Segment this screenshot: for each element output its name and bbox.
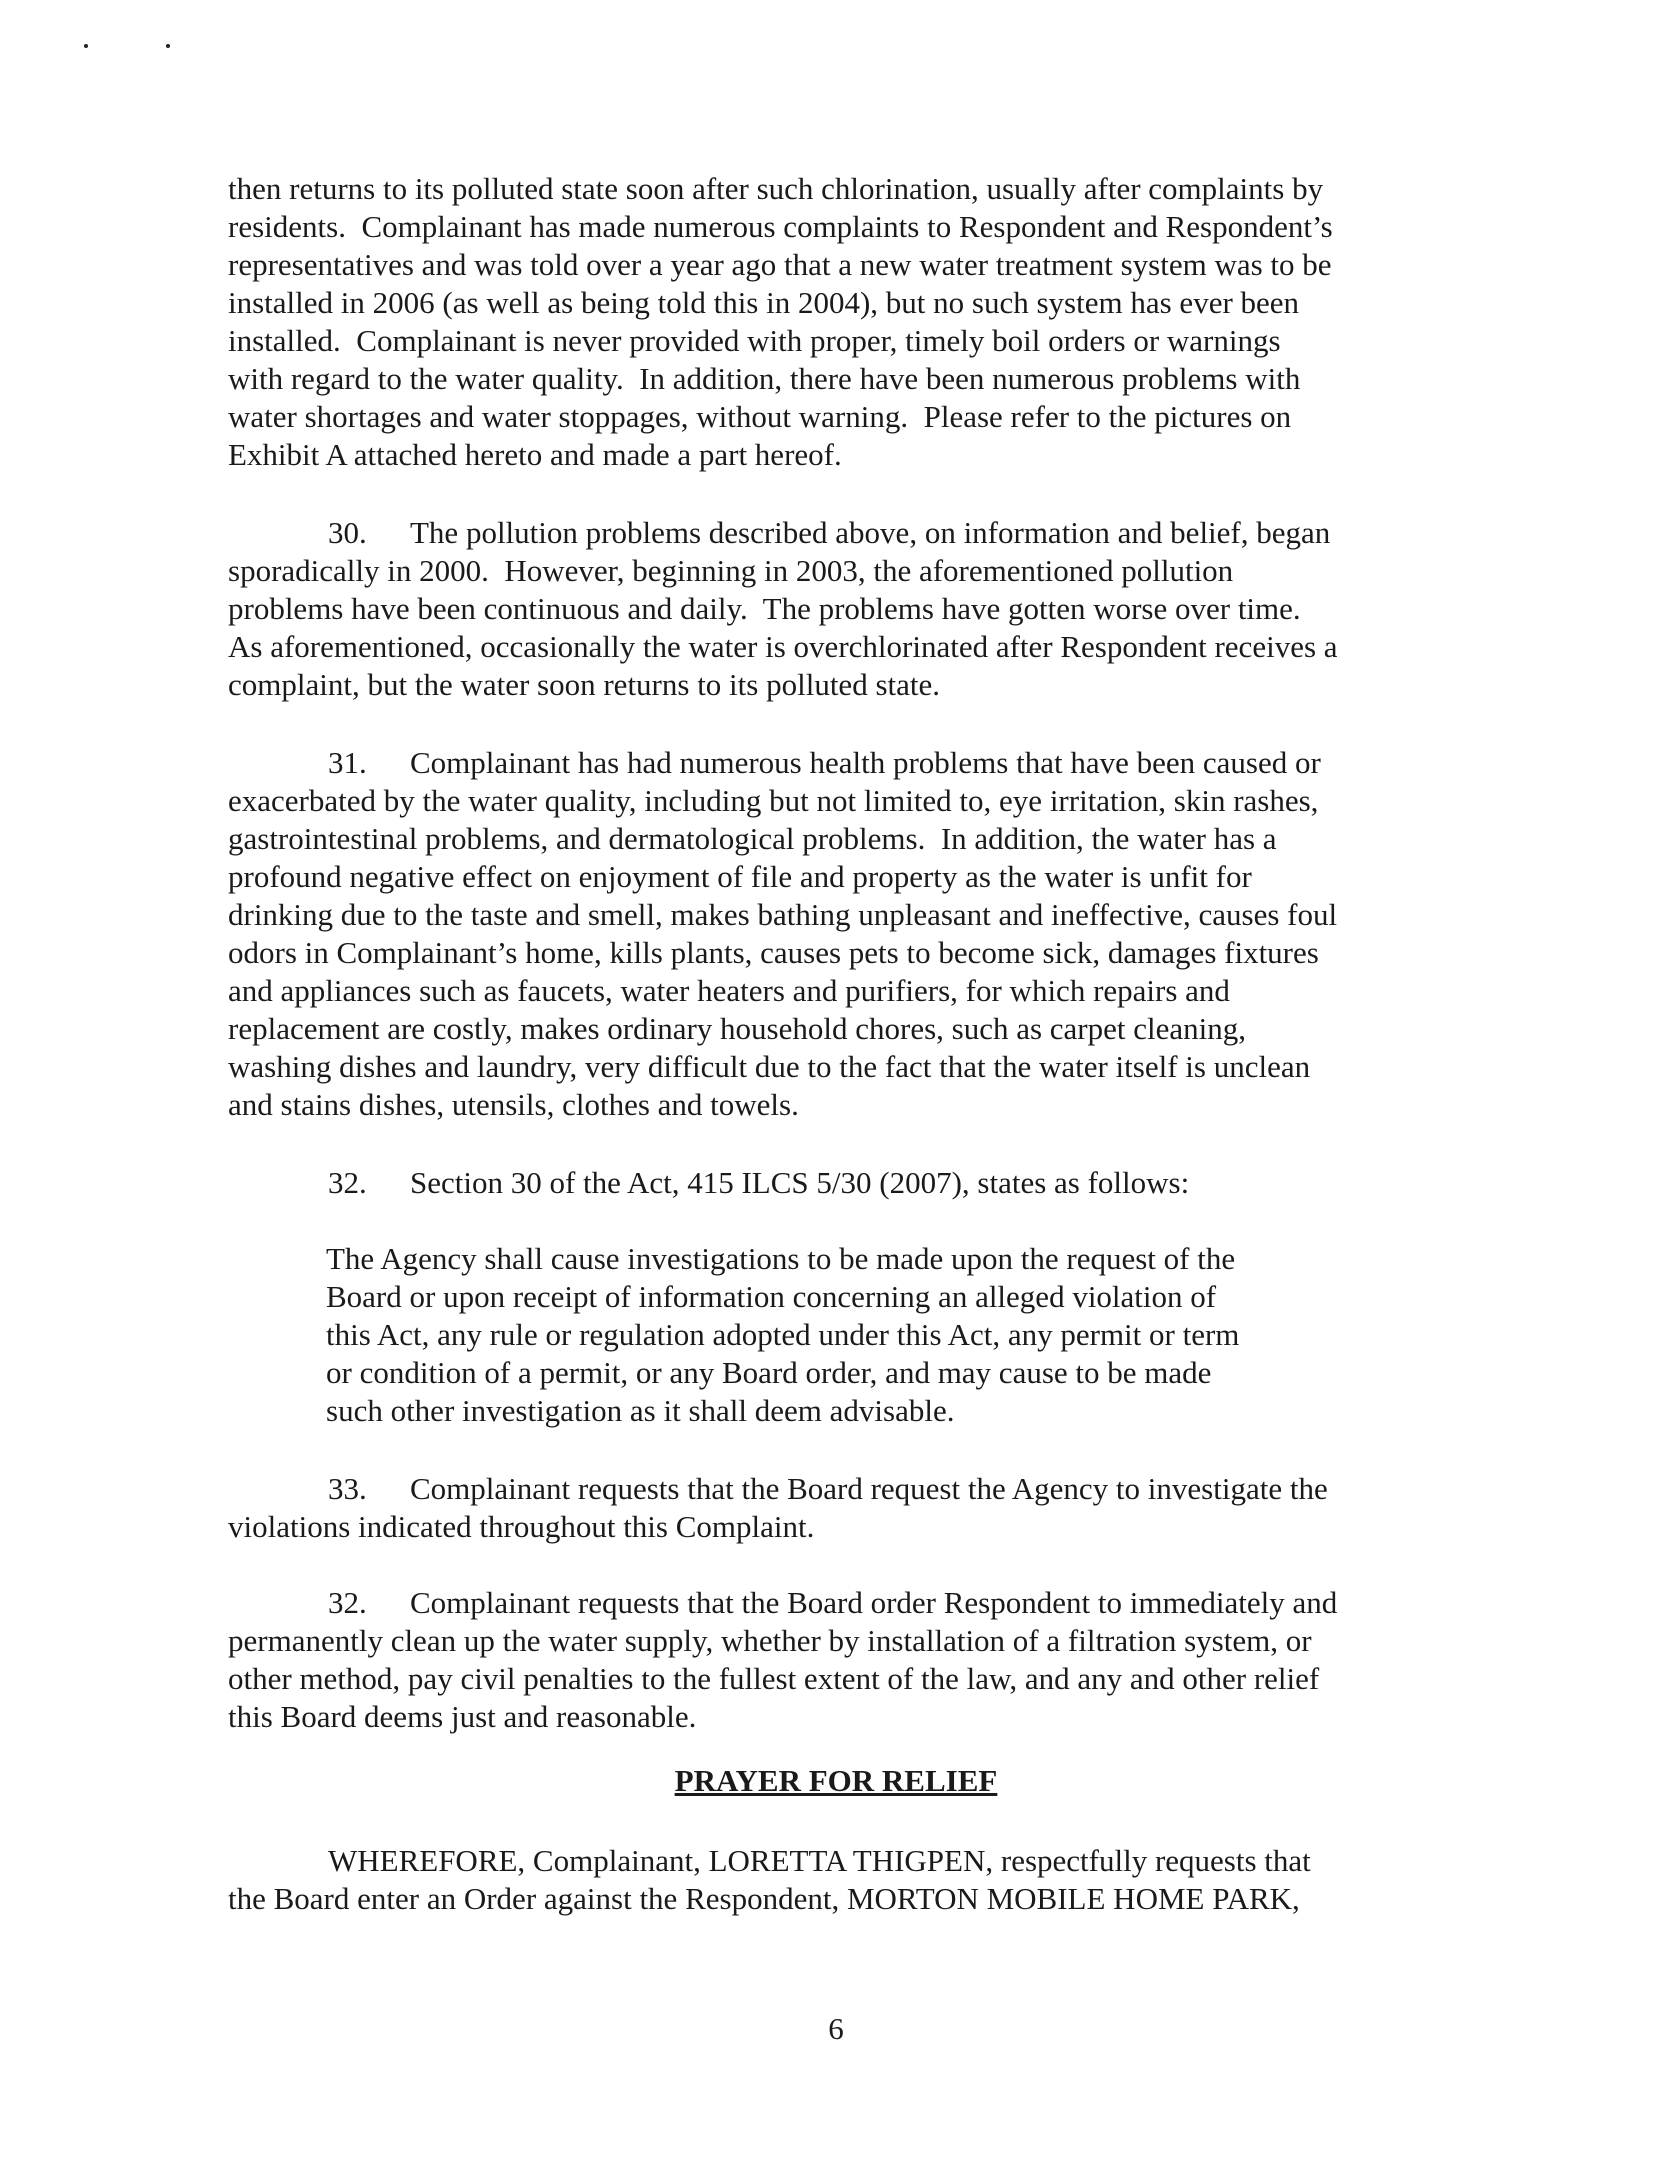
scan-mark xyxy=(84,44,88,48)
text-line: gastrointestinal problems, and dermatological problems. In addition, the water has a xyxy=(228,821,1277,856)
text-line: then returns to its polluted state soon after such chlorination, usually after complaints by xyxy=(228,171,1324,206)
paragraph-29-continued xyxy=(228,170,1428,474)
text-line: exacerbated by the water quality, including but not limited to, eye irritation, skin rashes, xyxy=(228,783,1319,818)
text-line: replacement are costly, makes ordinary household chores, such as carpet cleaning, xyxy=(228,1011,1247,1046)
text-line: the Board enter an Order against the Respondent, MORTON MOBILE HOME PARK, xyxy=(228,1881,1300,1916)
section-heading: PRAYER FOR RELIEF xyxy=(674,1763,998,1798)
text-line: with regard to the water quality. In addition, there have been numerous problems with xyxy=(228,361,1301,396)
text-line: The pollution problems described above, on information and belief, began xyxy=(410,515,1331,550)
text-line: violations indicated throughout this Complaint. xyxy=(228,1509,815,1544)
text-line: this Act, any rule or regulation adopted under this Act, any permit or term xyxy=(326,1317,1240,1352)
text-line: Complainant has had numerous health problems that have been caused or xyxy=(410,745,1321,780)
statute-quote xyxy=(326,1240,1326,1430)
paragraph-first-line xyxy=(228,1584,1428,1622)
paragraph-first-line xyxy=(228,514,1428,552)
paragraph-33 xyxy=(228,1470,1428,1546)
text-line: permanently clean up the water supply, whether by installation of a filtration system, or xyxy=(228,1623,1312,1658)
text-line: The Agency shall cause investigations to be made upon the request of the xyxy=(326,1241,1236,1276)
paragraph-32-relief xyxy=(228,1584,1428,1736)
paragraph-31 xyxy=(228,744,1428,1124)
text-line: As aforementioned, occasionally the water is overchlorinated after Respondent receives a xyxy=(228,629,1338,664)
text-line: odors in Complainant’s home, kills plants, causes pets to become sick, damages fixtures xyxy=(228,935,1319,970)
text-line: WHEREFORE, Complainant, LORETTA THIGPEN, respectfully requests that xyxy=(328,1843,1311,1878)
page-number: 6 xyxy=(828,2011,844,2046)
text-line: and stains dishes, utensils, clothes and towels. xyxy=(228,1087,799,1122)
text-line: profound negative effect on enjoyment of file and property as the water is unfit for xyxy=(228,859,1252,894)
text-line: problems have been continuous and daily. The problems have gotten worse over time. xyxy=(228,591,1301,626)
text-line: such other investigation as it shall deem advisable. xyxy=(326,1393,955,1428)
text-line: this Board deems just and reasonable. xyxy=(228,1699,697,1734)
text-line: sporadically in 2000. However, beginning in 2003, the aforementioned pollution xyxy=(228,553,1234,588)
paragraph-30 xyxy=(228,514,1428,704)
paragraph-number: 32. xyxy=(328,1165,367,1200)
paragraph-number: 31. xyxy=(328,745,367,780)
text-line: installed in 2006 (as well as being told this in 2004), but no such system has ever been xyxy=(228,285,1300,320)
paragraph-first-line xyxy=(228,1164,1428,1202)
text-line: Section 30 of the Act, 415 ILCS 5/30 (2007), states as follows: xyxy=(410,1165,1190,1200)
text-line: Board or upon receipt of information concerning an alleged violation of xyxy=(326,1279,1217,1314)
paragraph-number: 30. xyxy=(328,515,367,550)
text-line: washing dishes and laundry, very difficult due to the fact that the water itself is unclean xyxy=(228,1049,1311,1084)
text-line: representatives and was told over a year ago that a new water treatment system was to be xyxy=(228,247,1332,282)
prayer-paragraph xyxy=(228,1842,1428,1918)
paragraph-32-section-30 xyxy=(228,1164,1428,1202)
scan-mark xyxy=(166,44,170,48)
paragraph-number: 32. xyxy=(328,1585,367,1620)
paragraph-first-line xyxy=(228,744,1428,782)
text-line: complaint, but the water soon returns to its polluted state. xyxy=(228,667,941,702)
text-line: water shortages and water stoppages, without warning. Please refer to the pictures on xyxy=(228,399,1292,434)
paragraph-first-line xyxy=(228,1470,1428,1508)
text-line: Complainant requests that the Board order Respondent to immediately and xyxy=(410,1585,1338,1620)
text-line: Complainant requests that the Board request the Agency to investigate the xyxy=(410,1471,1328,1506)
text-line: residents. Complainant has made numerous complaints to Respondent and Respondent’s xyxy=(228,209,1333,244)
text-line: installed. Complainant is never provided with proper, timely boil orders or warnings xyxy=(228,323,1281,358)
text-line: and appliances such as faucets, water heaters and purifiers, for which repairs and xyxy=(228,973,1230,1008)
text-line: drinking due to the taste and smell, makes bathing unpleasant and ineffective, causes foul xyxy=(228,897,1338,932)
text-line: other method, pay civil penalties to the fullest extent of the law, and any and other relief xyxy=(228,1661,1320,1696)
text-line: or condition of a permit, or any Board order, and may cause to be made xyxy=(326,1355,1212,1390)
text-line: Exhibit A attached hereto and made a part hereof. xyxy=(228,437,842,472)
paragraph-number: 33. xyxy=(328,1471,367,1506)
